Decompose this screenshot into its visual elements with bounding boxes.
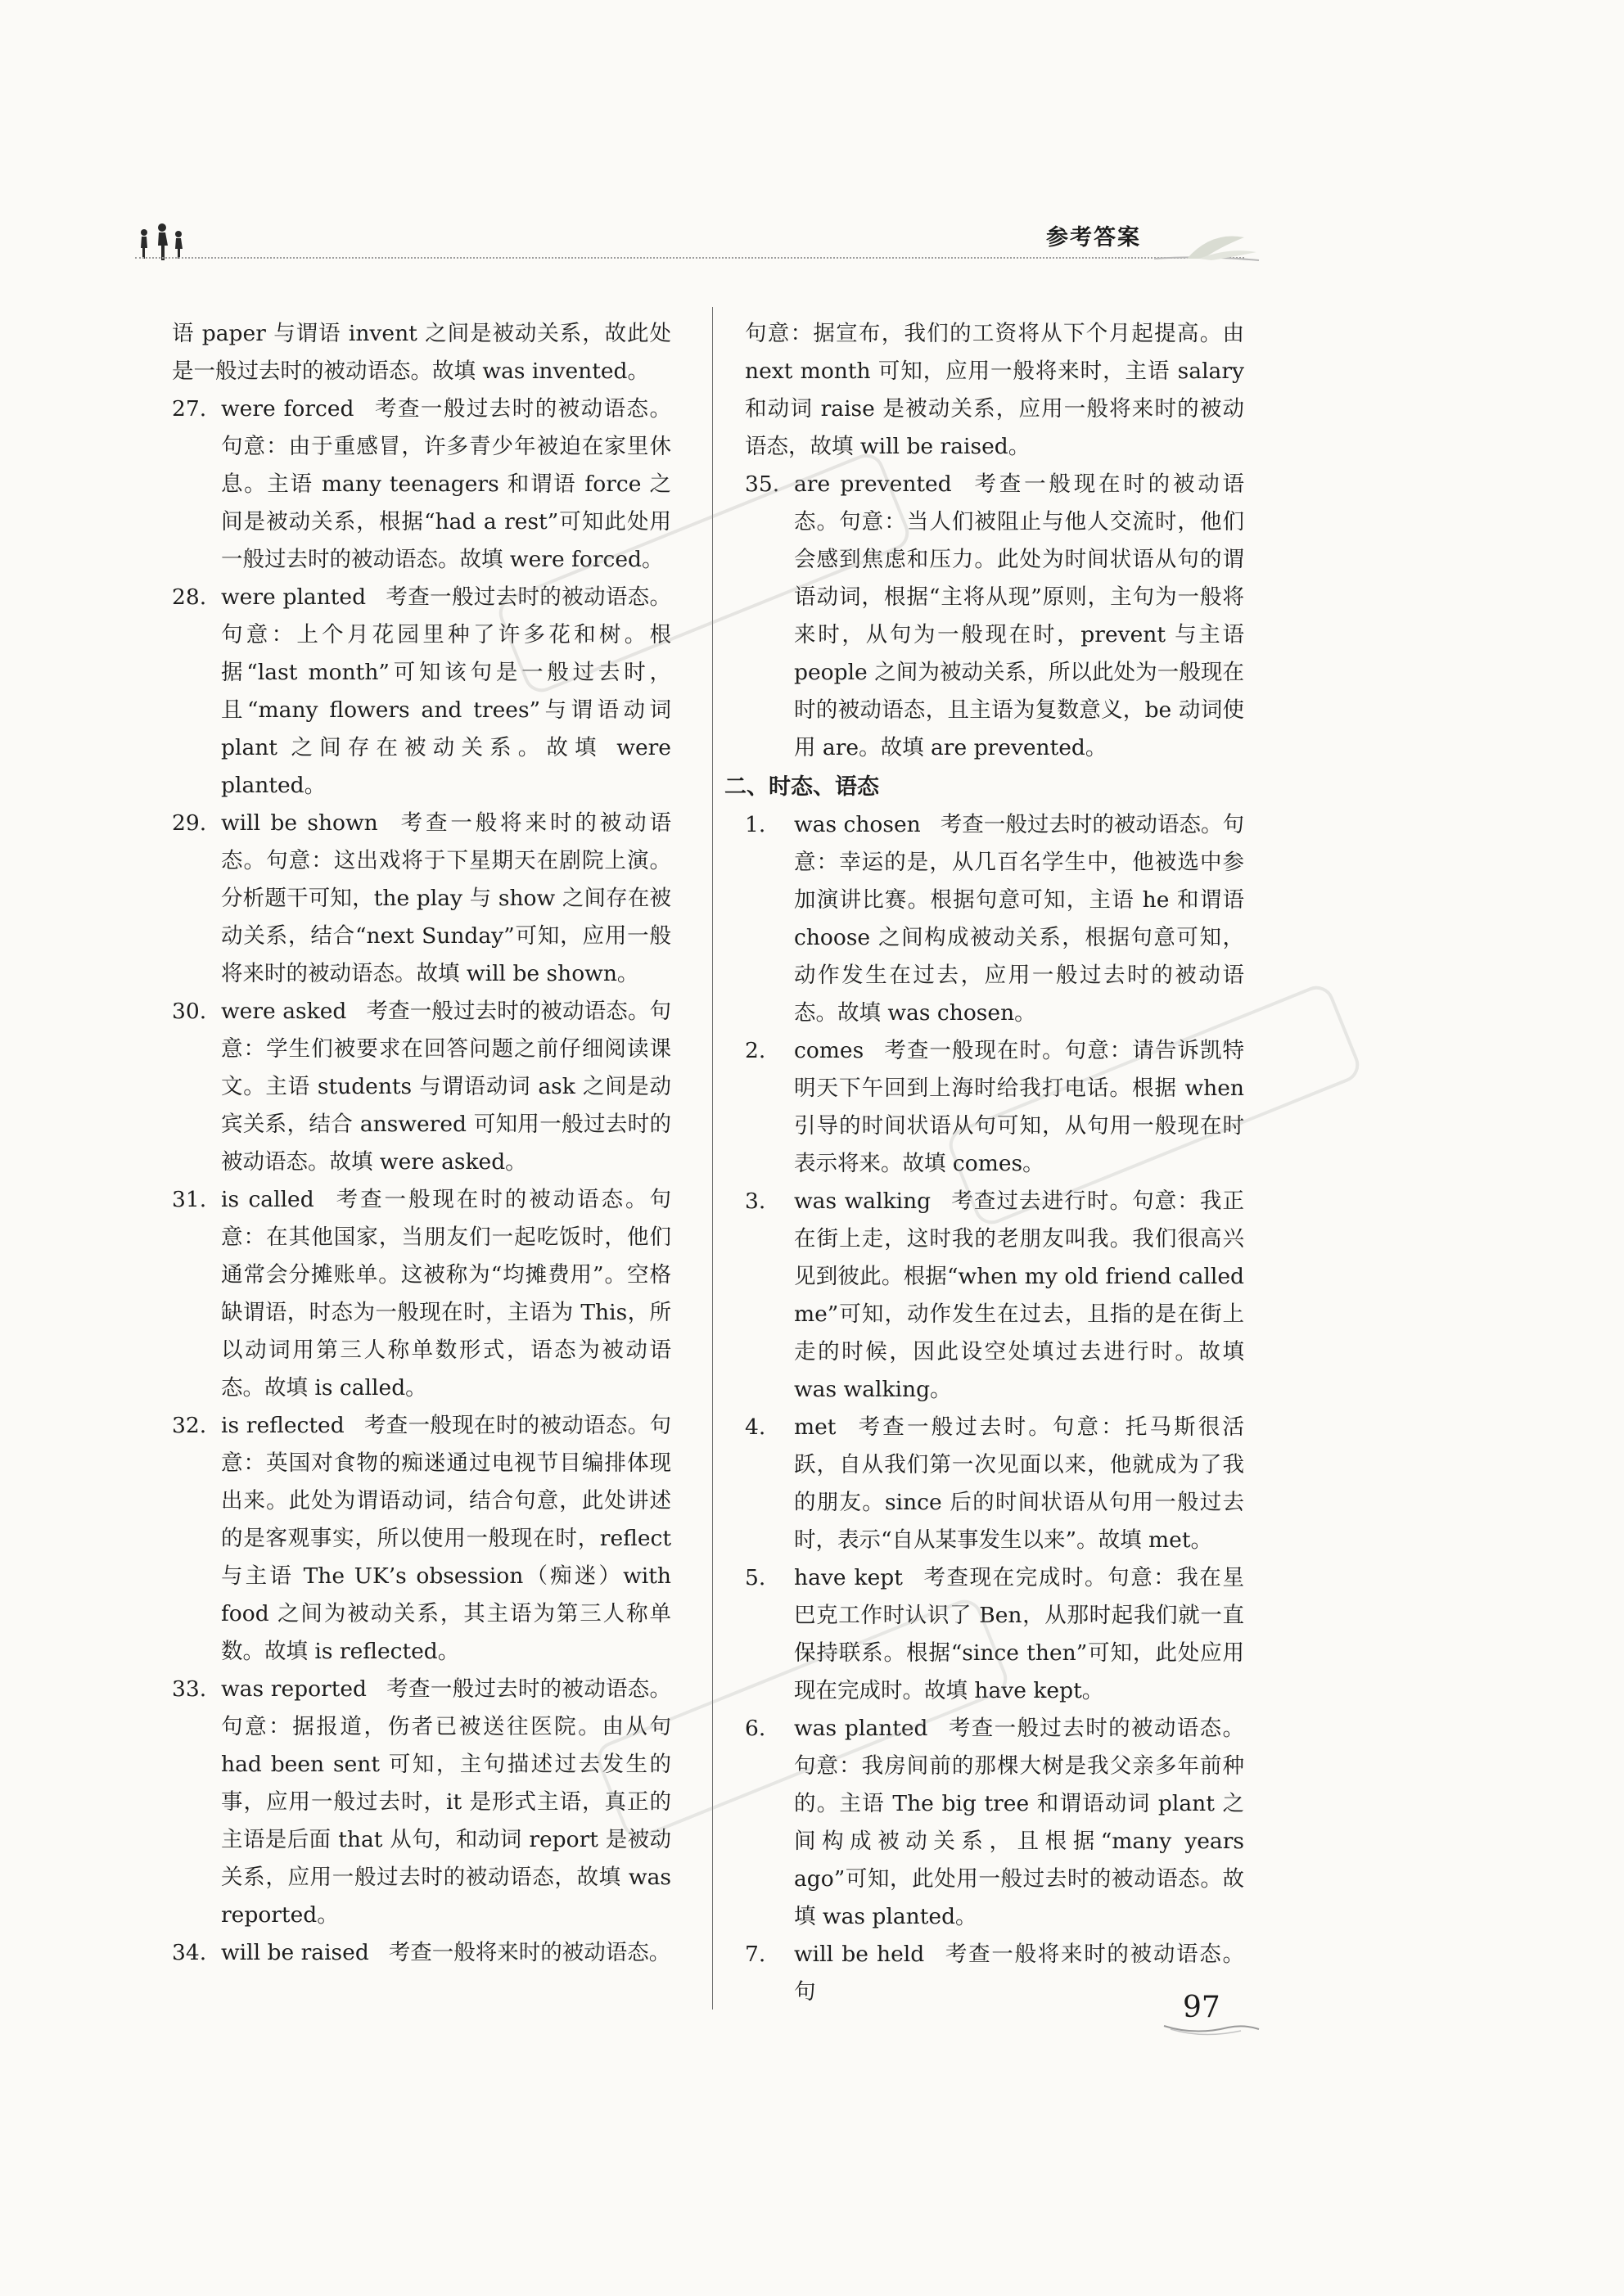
item-number: 28. (172, 584, 207, 610)
answer-key: was walking (794, 1189, 932, 1214)
item-number: 4. (745, 1414, 766, 1440)
answer-explanation: 考查一般过去时的被动语态。句意：由于重感冒，许多青少年被迫在家里休息。主语 many teenagers 和谓语 force 之间是被动关系，根据“had a rest”可知此处用一般过去时的被动语态。故填 were forced。 (221, 396, 672, 572)
item-number: 3. (745, 1189, 766, 1214)
answer-item (172, 579, 671, 805)
answer-item (745, 466, 1244, 767)
answer-item (172, 993, 671, 1181)
answer-explanation: 考查过去进行时。句意：我正在街上走，这时我的老朋友叫我。我们很高兴见到彼此。根据“when my old friend called me”可知，动作发生在过去，且指的是在街上走的时候，因此设空处填过去进行时。故填 was walking。 (794, 1189, 1245, 1402)
answer-item (745, 1710, 1244, 1936)
answer-item (745, 1032, 1244, 1183)
answer-explanation: 考查一般过去时的被动语态。句意：学生们被要求在回答问题之前仔细阅读课文。主语 students 与谓语动词 ask 之间是动宾关系，结合 answered 可知用一般过去时的被动语态。故填 were asked。 (221, 999, 671, 1175)
answer-key: is reflected (221, 1413, 345, 1438)
item-number: 31. (172, 1187, 207, 1212)
answer-key: is called (221, 1187, 314, 1212)
answer-explanation: 考查一般现在时的被动语态。句意：在其他国家，当朋友们一起吃饭时，他们通常会分摊账单。这被称为“均摊费用”。空格缺谓语，时态为一般现在时，主语为 This，所以动词用第三人称单数形式，语态为被动语态。故填 is called。 (221, 1187, 671, 1401)
answer-item (172, 1671, 671, 1934)
answer-key: were asked (221, 999, 347, 1024)
header-title: 参考答案 (1046, 225, 1141, 250)
item-number: 34. (172, 1940, 207, 1965)
answer-item (745, 1559, 1244, 1710)
item-number: 33. (172, 1676, 207, 1702)
answer-explanation: 考查一般过去时的被动语态。句意：上个月花园里种了许多花和树。根据“last month”可知该句是一般过去时，且“many flowers and trees”与谓语动词 plant 之间存在被动关系。故填 were planted。 (221, 584, 672, 798)
answer-item (172, 805, 671, 993)
item-number: 5. (745, 1565, 766, 1590)
item-number: 27. (172, 396, 207, 422)
header-rule (135, 257, 1244, 259)
answer-key: was chosen (794, 812, 921, 837)
answer-key: are prevented (794, 471, 952, 497)
answer-explanation: 考查一般现在时的被动语态。句意：英国对食物的痴迷通过电视节目编排体现出来。此处为谓语动词，结合句意，此处讲述的是客观事实，所以使用一般现在时，reflect 与主语 The UK’s obsession（痴迷）with food 之间为被动关系，其主语为第三人称单数。故填 is reflected。 (221, 1413, 672, 1664)
answer-explanation: 考查一般将来时的被动语态。句 (794, 1942, 1244, 2005)
item-number: 35. (745, 471, 780, 497)
item-number: 30. (172, 999, 207, 1024)
item-number: 6. (745, 1716, 766, 1741)
answer-key: will be held (794, 1942, 925, 1967)
answer-explanation: 句意：据宣布，我们的工资将从下个月起提高。由 next month 可知，应用一般将来时，主语 salary 和动词 raise 是被动关系，应用一般将来时的被动语态，故填 will be raised。 (745, 321, 1244, 459)
answer-item (172, 1407, 671, 1671)
answer-explanation: 语 paper 与谓语 invent 之间是被动关系，故此处是一般过去时的被动语态。故填 was invented。 (172, 321, 671, 384)
answer-item (745, 1409, 1244, 1559)
answer-key: were forced (221, 396, 354, 422)
item-number: 32. (172, 1413, 207, 1438)
item-number: 29. (172, 810, 207, 836)
answer-key: was reported (221, 1676, 368, 1702)
answer-explanation: 考查一般过去时。句意：托马斯很活跃，自从我们第一次见面以来，他就成为了我的朋友。since 后的时间状语从句用一般过去时，表示“自从某事发生以来”。故填 met。 (794, 1414, 1244, 1553)
answer-key: met (794, 1414, 837, 1440)
answer-explanation: 考查现在完成时。句意：我在星巴克工作时认识了 Ben，从那时起我们就一直保持联系。根据“since then”可知，此处应用现在完成时。故填 have kept。 (794, 1565, 1245, 1703)
swoosh-ornament-icon (1162, 2018, 1261, 2042)
answer-explanation: 考查一般将来时的被动语态。 (388, 1940, 671, 1965)
item-number: 1. (745, 812, 766, 837)
answer-item (172, 390, 671, 579)
answer-explanation: 考查一般现在时的被动语态。句意：当人们被阻止与他人交流时，他们会感到焦虑和压力。此处为时间状语从句的谓语动词，根据“主将从现”原则，主句为一般将来时，从句为一般现在时，prevent 与主语 people 之间为被动关系，所以此处为一般现在时的被动语态，且主语为复数意义，be 动词使用 are。故填 are prevented。 (794, 471, 1244, 760)
left-column (172, 315, 671, 1972)
answer-key: will be shown (221, 810, 378, 836)
answer-key: will be raised (221, 1940, 369, 1965)
answer-explanation: 考查一般现在时。句意：请告诉凯特明天下午回到上海时给我打电话。根据 when 引导的时间状语从句可知，从句用一般现在时表示将来。故填 comes。 (794, 1038, 1244, 1176)
answer-item (745, 1936, 1244, 2011)
section-heading: 二、时态、语态 (724, 774, 879, 800)
answer-key: were planted (221, 584, 367, 610)
answer-item (745, 315, 1244, 466)
runners-logo-icon (133, 221, 192, 270)
leaf-ornament-icon (1154, 223, 1261, 272)
answer-item (172, 1934, 671, 1972)
answer-key: was planted (794, 1716, 928, 1741)
answer-item (172, 315, 671, 390)
column-divider (712, 307, 713, 2010)
item-number: 2. (745, 1038, 766, 1063)
page-number: 97 (1183, 1991, 1220, 2024)
answer-explanation: 考查一般过去时的被动语态。句意：我房间前的那棵大树是我父亲多年前种的。主语 The big tree 和谓语动词 plant 之间构成被动关系，且根据“many years ago”可知，此处用一般过去时的被动语态。故填 was planted。 (794, 1716, 1245, 1929)
answer-key: comes (794, 1038, 864, 1063)
right-column (724, 315, 1245, 2011)
answer-explanation: 考查一般将来时的被动语态。句意：这出戏将于下星期天在剧院上演。分析题干可知，the play 与 show 之间存在被动关系，结合“next Sunday”可知，应用一般将来时的被动语态。故填 will be shown。 (221, 810, 671, 986)
answer-item (745, 806, 1244, 1032)
answer-key: have kept (794, 1565, 903, 1590)
answer-item (745, 1183, 1244, 1409)
answer-explanation: 考查一般过去时的被动语态。句意：据报道，伤者已被送往医院。由从句 had been sent 可知，主句描述过去发生的事，应用一般过去时，it 是形式主语，真正的主语是后面 that 从句，和动词 report 是被动关系，应用一般过去时的被动语态，故填 was reported。 (221, 1676, 671, 1928)
answer-explanation: 考查一般过去时的被动语态。句意：幸运的是，从几百名学生中，他被选中参加演讲比赛。根据句意可知，主语 he 和谓语 choose 之间构成被动关系，根据句意可知，动作发生在过去，应用一般过去时的被动语态。故填 was chosen。 (794, 812, 1245, 1026)
item-number: 7. (745, 1942, 766, 1967)
answer-item (172, 1181, 671, 1407)
